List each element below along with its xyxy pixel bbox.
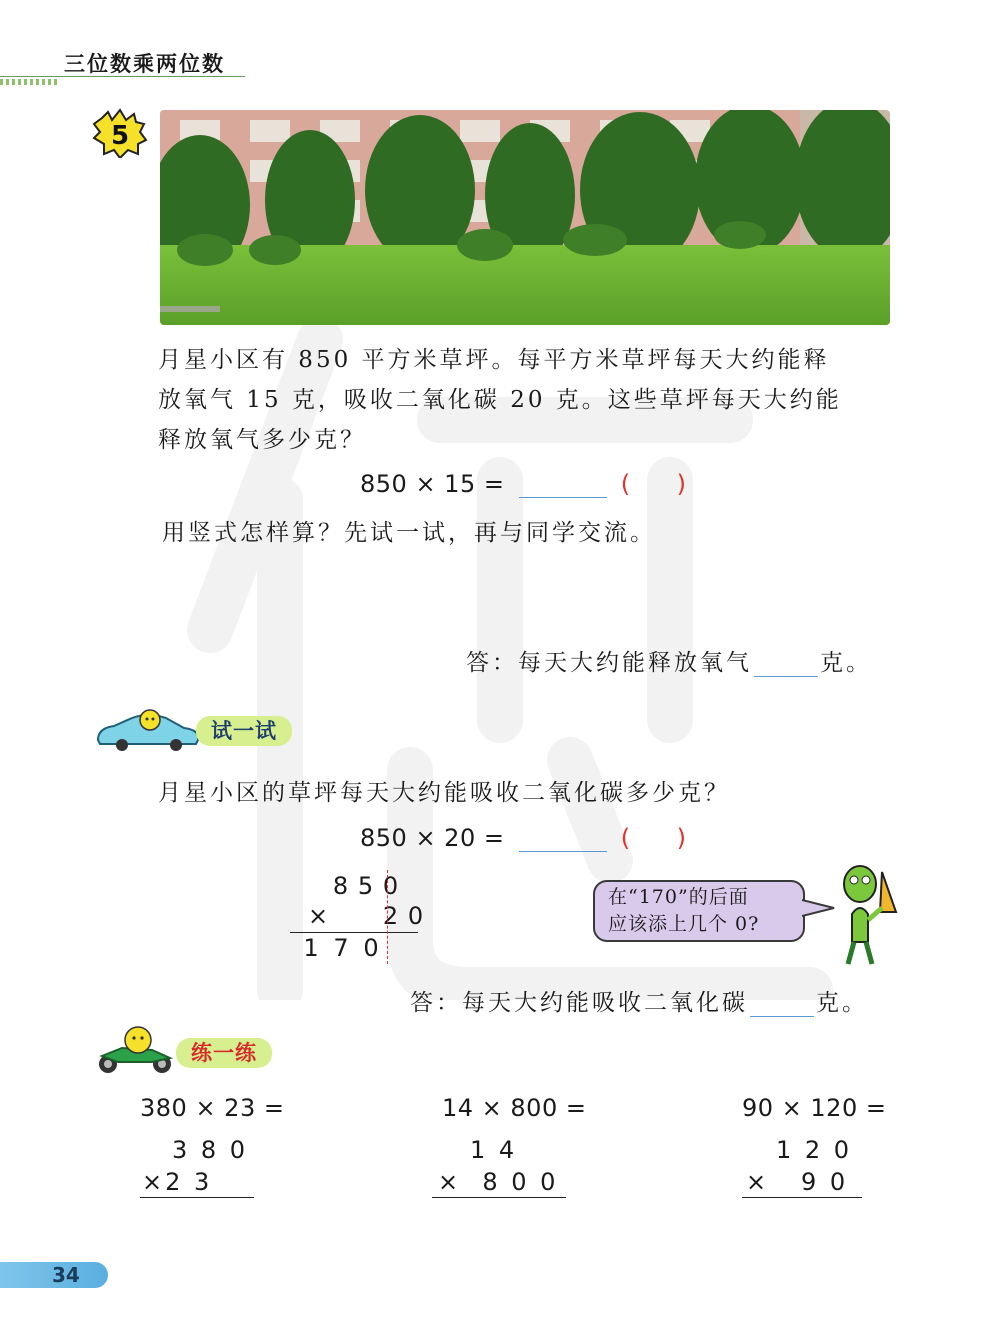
equation-text: 850 × 15 = [360, 470, 505, 498]
practice-vertical-top-3: 1 2 0 [776, 1136, 853, 1164]
unit-parentheses[interactable] [621, 824, 687, 852]
practice-equation-1: 380 × 23 = [140, 1094, 285, 1122]
practice-line-2 [432, 1197, 566, 1198]
practice-vertical-top-2: 1 4 [470, 1136, 518, 1164]
equation-co2 [360, 824, 686, 852]
problem-text [158, 340, 903, 460]
problem-line: 月星小区有 850 平方米草坪。每平方米草坪每天大约能释 [158, 347, 830, 373]
mascot-character-icon [830, 862, 900, 970]
answer-co2 [410, 984, 868, 1017]
answer-prefix: 答：每天大约能释放氧气 [466, 650, 752, 676]
vertical-multiplication [290, 870, 424, 970]
answer-blank[interactable] [519, 473, 607, 498]
answer-suffix: 克。 [820, 650, 872, 676]
paren-close: ) [676, 824, 687, 852]
place-value-guide [387, 870, 388, 964]
paren-close: ) [676, 470, 687, 498]
problem-line: 释放氧气多少克？ [158, 427, 366, 453]
try-question: 月星小区的草坪每天大约能吸收二氧化碳多少克？ [158, 780, 730, 806]
digit: 5 [357, 872, 374, 900]
hint-speech-bubble [593, 880, 805, 942]
answer-prefix: 答：每天大约能吸收二氧化碳 [410, 990, 748, 1016]
practice-line-1 [140, 1197, 254, 1198]
answer-oxygen [466, 644, 872, 677]
practice-vertical-bottom-3: × 9 0 [746, 1168, 849, 1196]
equation-oxygen [360, 470, 686, 498]
digit: 0 [407, 902, 424, 930]
practice-section-label: 练一练 [176, 1038, 272, 1068]
times-sign: × [307, 902, 329, 930]
digit: 2 [382, 902, 399, 930]
hint-line: 应该添上几个 0? [608, 913, 760, 935]
practice-line-3 [742, 1197, 862, 1198]
digit: 1 [303, 934, 319, 962]
example-number: 5 [110, 121, 130, 151]
paren-open: ( [620, 824, 631, 852]
unit-parentheses[interactable] [621, 470, 687, 498]
digit: 7 [333, 934, 349, 962]
motorbike-mascot-icon [92, 1026, 182, 1074]
header-dots [0, 79, 60, 85]
practice-vertical-top-1: 3 8 0 [172, 1136, 249, 1164]
chapter-title: 三位数乘两位数 [64, 51, 225, 76]
paren-open: ( [620, 470, 631, 498]
page-number: 34 [52, 1263, 80, 1287]
car-mascot-icon [92, 708, 204, 752]
practice-equation-2: 14 × 800 = [442, 1094, 587, 1122]
practice-section-header [92, 1026, 292, 1076]
digit: 0 [382, 872, 399, 900]
answer-suffix: 克。 [816, 990, 868, 1016]
equation-text: 850 × 20 = [360, 824, 505, 852]
lawn-photo [160, 110, 890, 325]
hint-line: 在“170”的后面 [608, 886, 749, 908]
answer-blank[interactable] [750, 992, 814, 1017]
example-number-badge [92, 108, 148, 158]
header-rule [0, 76, 245, 77]
answer-blank[interactable] [754, 652, 818, 677]
try-section-label: 试一试 [196, 716, 292, 746]
digit: 8 [332, 872, 349, 900]
try-section-header [92, 708, 302, 752]
method-question: 用竖式怎样算？先试一试，再与同学交流。 [162, 520, 656, 546]
digit: 0 [363, 934, 379, 962]
practice-vertical-bottom-2: × 8 0 0 [438, 1168, 559, 1196]
practice-equation-3: 90 × 120 = [742, 1094, 887, 1122]
practice-vertical-bottom-1: ×2 3 [142, 1168, 213, 1196]
answer-blank[interactable] [519, 827, 607, 852]
sum-line [290, 932, 418, 933]
problem-line: 放氧气 15 克，吸收二氧化碳 20 克。这些草坪每天大约能 [158, 387, 842, 413]
